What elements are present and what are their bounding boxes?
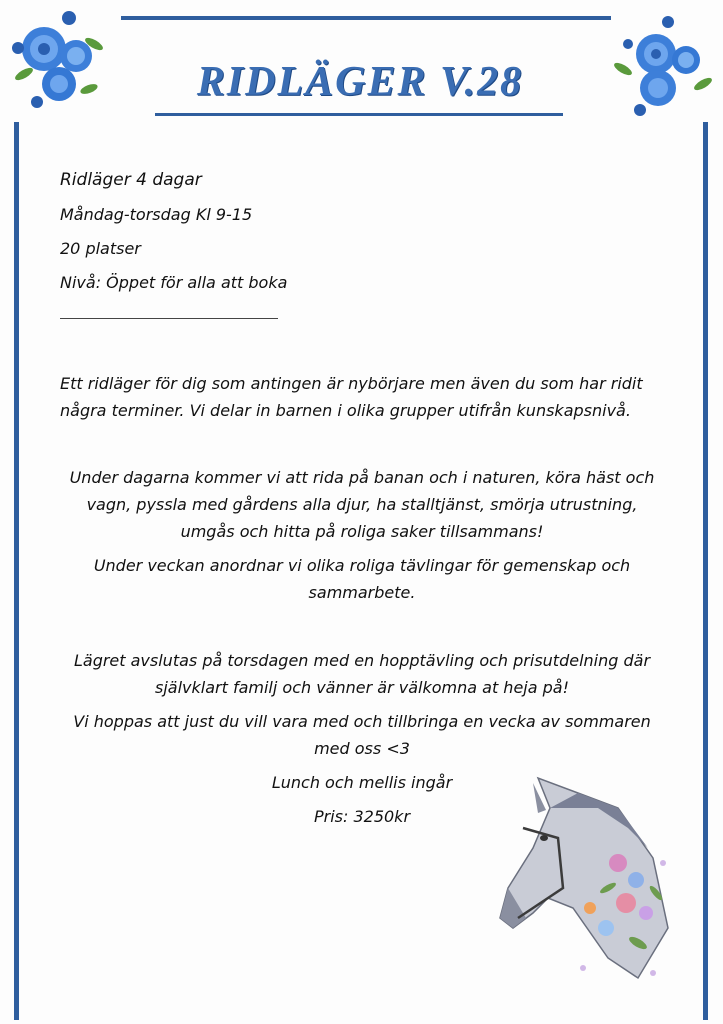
intro-paragraph: Ett ridläger för dig som antingen är nybörjare men även du som har ridit några terminer. Vi delar in barnen i olika grupper utifrån kunskapsnivå. (60, 374, 643, 420)
blue-roses-icon (4, 4, 114, 112)
camp-level: Nivå: Öppet för alla att boka (60, 273, 288, 292)
hope-paragraph: Vi hoppas att just du vill vara med och tillbringa en vecka av sommaren med oss <3 (73, 712, 651, 758)
ending-paragraph: Lägret avslutas på torsdagen med en hopptävling och prisutdelning där självklart familj och vänner är välkomna at heja på! (73, 651, 651, 697)
activities-paragraph: Under dagarna kommer vi att rida på banan och i naturen, köra häst och vagn, pyssla med gårdens alla djur, ha stalltjänst, smörja utrustning, umgås och hitta på roliga saker tillsammans! (69, 468, 655, 541)
divider-line (60, 318, 278, 319)
lunch-text: Lunch och mellis ingår (271, 773, 453, 792)
left-border-line (14, 122, 19, 1020)
blue-roses-icon (608, 14, 718, 122)
camp-spots: 20 platser (60, 239, 141, 258)
camp-schedule: Måndag-torsdag Kl 9-15 (60, 205, 253, 224)
price-text: Pris: 3250kr (313, 807, 411, 826)
page-title: RIDLÄGER V.28 (196, 59, 524, 105)
top-border-line (121, 16, 611, 20)
camp-duration: Ridläger 4 dagar (60, 170, 202, 190)
competitions-paragraph: Under veckan anordnar vi olika roliga tävlingar för gemenskap och sammarbete. (93, 556, 631, 602)
right-border-line (703, 122, 708, 1020)
title-underline (155, 113, 563, 116)
horse-with-flowers-icon (478, 768, 678, 998)
